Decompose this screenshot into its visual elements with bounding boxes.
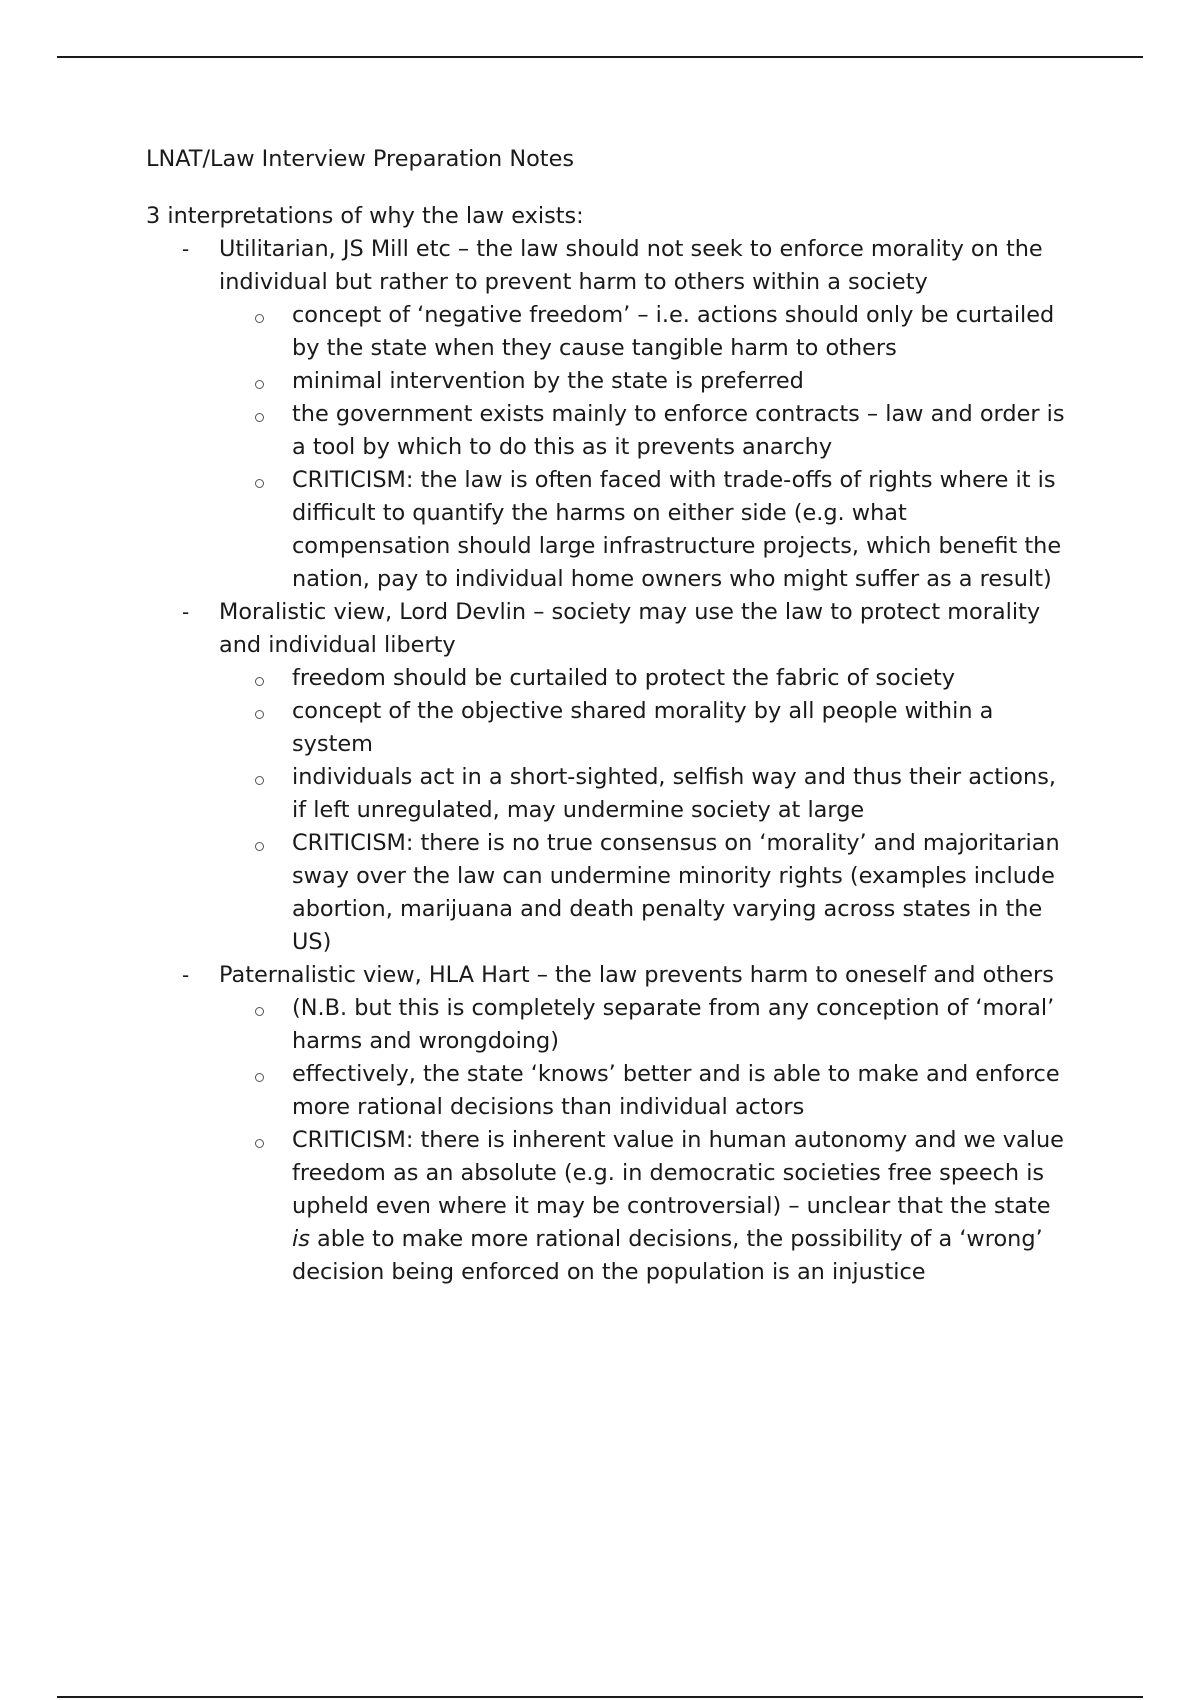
circle-bullet-icon xyxy=(255,1073,264,1082)
points-list xyxy=(219,662,1066,959)
view-text: Moralistic view, Lord Devlin – society may use the law to protect morality and individual liberty xyxy=(219,599,1041,658)
point-text: (N.B. but this is completely separate from any conception of ‘moral’ harms and wrongdoing) xyxy=(292,995,1055,1054)
point-item xyxy=(219,1124,1066,1289)
point-text: CRITICISM: the law is often faced with trade-offs of rights where it is difficult to quantify the harms on either side (e.g. what compensation should large infrastructure projects, which benefit the nation, pay to individual home owners who might suffer as a result) xyxy=(292,467,1062,592)
point-text-part: able to make more rational decisions, the possibility of a ‘wrong’ decision being enforced on the population is an injustice xyxy=(292,1226,1043,1285)
point-item xyxy=(219,464,1066,596)
footer-rule xyxy=(57,1696,1143,1698)
circle-bullet-icon xyxy=(255,1007,264,1016)
views-list xyxy=(146,233,1066,1289)
view-paternalistic xyxy=(146,959,1066,1289)
point-text: effectively, the state ‘knows’ better and is able to make and enforce more rational decisions than individual actors xyxy=(292,1061,1060,1120)
dash-bullet: - xyxy=(182,600,190,624)
point-item xyxy=(219,827,1066,959)
point-item xyxy=(219,992,1066,1058)
dash-bullet: - xyxy=(182,237,190,261)
point-item xyxy=(219,761,1066,827)
circle-bullet-icon xyxy=(255,776,264,785)
point-item xyxy=(219,299,1066,365)
point-item xyxy=(219,662,1066,695)
point-text: the government exists mainly to enforce contracts – law and order is a tool by which to do this as it prevents anarchy xyxy=(292,401,1065,460)
circle-bullet-icon xyxy=(255,842,264,851)
point-text: minimal intervention by the state is preferred xyxy=(292,368,804,394)
point-text: concept of the objective shared morality by all people within a system xyxy=(292,698,994,757)
points-list xyxy=(219,299,1066,596)
point-item xyxy=(219,1058,1066,1124)
point-text: concept of ‘negative freedom’ – i.e. actions should only be curtailed by the state when they cause tangible harm to others xyxy=(292,302,1055,361)
point-text: individuals act in a short-sighted, selfish way and thus their actions, if left unregulated, may undermine society at large xyxy=(292,764,1056,823)
point-item xyxy=(219,365,1066,398)
header-rule xyxy=(57,56,1143,58)
point-text-emphasis: is xyxy=(292,1226,310,1252)
points-list xyxy=(219,992,1066,1289)
circle-bullet-icon xyxy=(255,479,264,488)
view-text: Paternalistic view, HLA Hart – the law prevents harm to oneself and others xyxy=(219,962,1054,988)
point-item xyxy=(219,695,1066,761)
document-body xyxy=(146,143,1066,1289)
dash-bullet: - xyxy=(182,963,190,987)
point-text-part: CRITICISM: there is inherent value in human autonomy and we value freedom as an absolute (e.g. in democratic societies free speech is upheld even where it may be controversial) – unclear that the state xyxy=(292,1127,1064,1219)
point-item xyxy=(219,398,1066,464)
point-text: freedom should be curtailed to protect the fabric of society xyxy=(292,665,956,691)
view-moralistic xyxy=(146,596,1066,959)
circle-bullet-icon xyxy=(255,677,264,686)
circle-bullet-icon xyxy=(255,710,264,719)
document-title: LNAT/Law Interview Preparation Notes xyxy=(146,146,575,172)
view-text: Utilitarian, JS Mill etc – the law should not seek to enforce morality on the individual but rather to prevent harm to others within a society xyxy=(219,236,1043,295)
point-text: CRITICISM: there is no true consensus on ‘morality’ and majoritarian sway over the law can undermine minority rights (examples include abortion, marijuana and death penalty varying across states in the US) xyxy=(292,830,1060,955)
circle-bullet-icon xyxy=(255,314,264,323)
intro-line: 3 interpretations of why the law exists: xyxy=(146,203,584,229)
view-utilitarian xyxy=(146,233,1066,596)
circle-bullet-icon xyxy=(255,380,264,389)
circle-bullet-icon xyxy=(255,413,264,422)
point-text xyxy=(292,1127,1064,1285)
circle-bullet-icon xyxy=(255,1139,264,1148)
